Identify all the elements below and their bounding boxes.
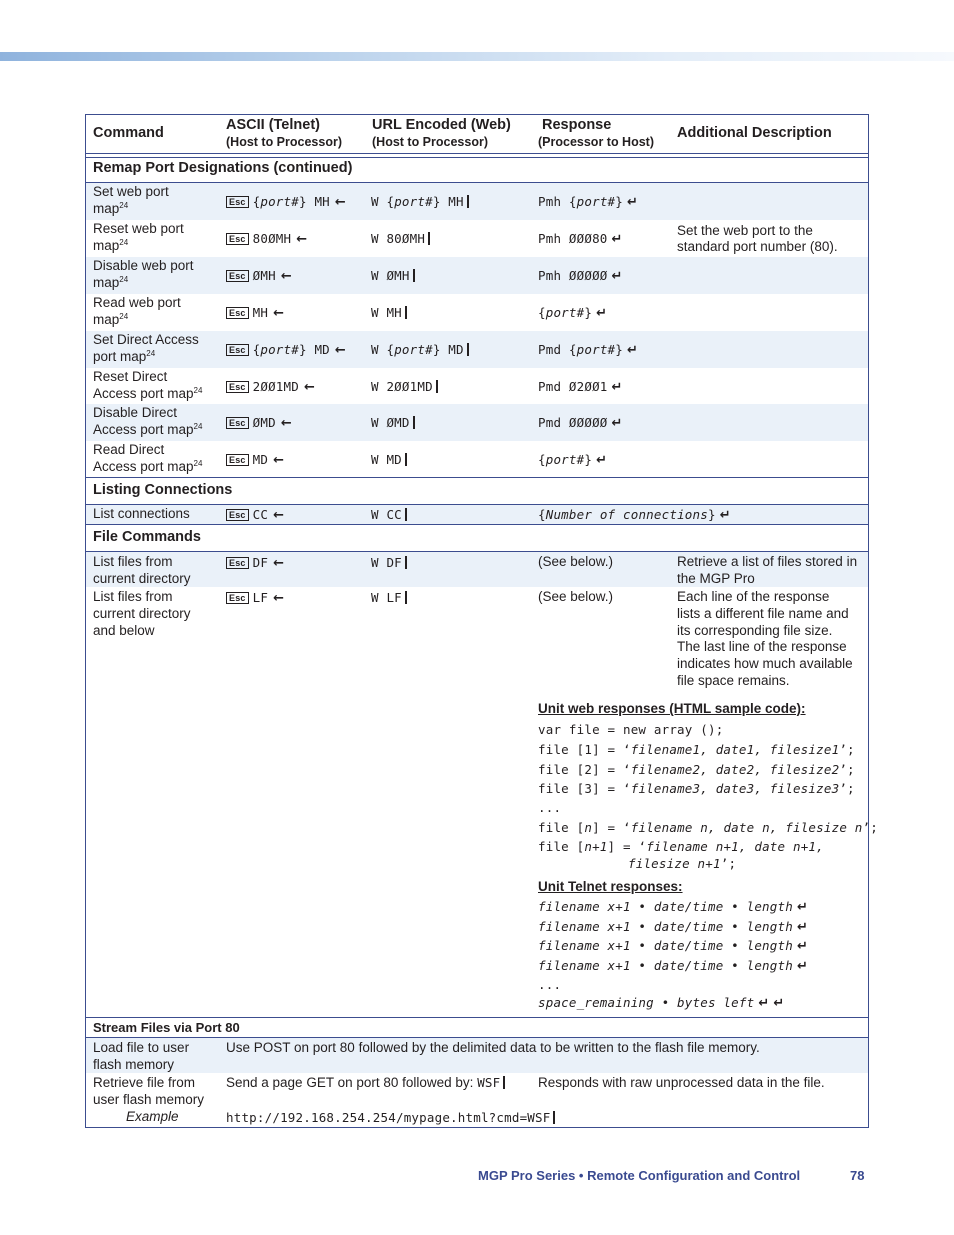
pipe-bar-icon (467, 343, 469, 356)
pipe-bar-icon (405, 306, 407, 319)
return-icon: ↵ (773, 996, 785, 1011)
left-arrow-icon: ← (296, 232, 308, 247)
description-text: lists a different file name and (677, 605, 849, 621)
ascii-command: Esc MD ← (226, 451, 284, 469)
response-value: Pmd ØØØØØ ↵ (538, 415, 623, 431)
pipe-bar-icon (405, 556, 407, 569)
command-label: Reset Direct (93, 369, 168, 384)
esc-key-icon: Esc (226, 270, 249, 282)
url-command: W CC (371, 506, 407, 523)
left-arrow-icon: ← (303, 380, 316, 395)
url-command: W DF (371, 554, 407, 571)
command-label: map$^{24}$ (93, 312, 129, 327)
header-url-sub: (Host to Processor) (372, 135, 488, 149)
return-icon: ↵ (611, 232, 623, 247)
description-text: Set the web port to the (677, 223, 813, 238)
left-arrow-icon: ← (273, 556, 285, 571)
top-gradient-bar (0, 52, 954, 61)
response-value: {port#} ↵ (538, 452, 608, 468)
command-label: Disable Direct (93, 405, 178, 420)
response-value: Pmh {port#} ↵ (538, 194, 639, 210)
command-label: Disable web port (93, 258, 194, 273)
left-arrow-icon: ← (334, 195, 346, 210)
pipe-bar-icon (405, 591, 407, 604)
code-line: file [3] = ‘filename3, date3, filesize3’; (538, 781, 855, 796)
description-text: indicates how much available (677, 656, 853, 672)
response-value: (See below.) (538, 554, 614, 569)
return-icon: ↵ (596, 306, 608, 321)
web-responses-heading: Unit web responses (HTML sample code): (538, 701, 806, 716)
description-text: standard port number (80). (677, 239, 838, 254)
pipe-bar-icon (413, 416, 415, 429)
pipe-bar-icon (413, 269, 415, 282)
command-label: List connections (93, 506, 190, 521)
command-label: List files from (93, 554, 173, 569)
esc-key-icon: Esc (226, 417, 249, 429)
esc-key-icon: Esc (226, 557, 249, 569)
left-arrow-icon: ← (273, 306, 285, 321)
section-divider (86, 477, 868, 478)
row-band (86, 257, 868, 294)
ascii-command: Esc CC ← (226, 506, 284, 524)
command-label: Retrieve file from (93, 1075, 196, 1090)
command-label: Access port map$^{24}$ (93, 459, 203, 474)
return-icon: ↵ (796, 958, 809, 974)
telnet-line: filename x+1 • date/time • length ↵ (538, 918, 809, 935)
return-icon: ↵ (611, 269, 623, 284)
return-icon: ↵ (796, 919, 809, 935)
section-listing: Listing Connections (93, 482, 233, 498)
url-command: W {port#} MD (371, 341, 469, 358)
response-value: Pmd {port#} ↵ (538, 342, 639, 358)
command-label: port map$^{24}$ (93, 349, 156, 364)
left-arrow-icon: ← (273, 508, 285, 523)
example-label: Example (126, 1109, 179, 1124)
row-band (86, 183, 868, 220)
command-label: Read web port (93, 295, 181, 310)
example-code: http://192.168.254.254/mypage.html?cmd=WSF (226, 1109, 555, 1126)
telnet-line: filename x+1 • date/time • length ↵ (538, 957, 809, 974)
command-label: and below (93, 623, 155, 638)
command-label: Set Direct Access (93, 332, 199, 347)
footer-title: MGP Pro Series • Remote Configuration and Control (478, 1168, 801, 1183)
esc-key-icon: Esc (226, 381, 249, 393)
esc-key-icon: Esc (226, 196, 249, 208)
command-label: map$^{24}$ (93, 238, 129, 253)
return-icon: ↵ (627, 195, 639, 210)
command-label: Load file to user (93, 1040, 190, 1055)
command-label: map$^{24}$ (93, 275, 129, 290)
url-command: W MH (371, 304, 407, 321)
header-command: Command (93, 125, 164, 141)
ascii-command: Esc DF ← (226, 554, 284, 572)
code-ellipsis: ... (538, 800, 562, 815)
left-arrow-icon: ← (334, 343, 346, 358)
command-label: Access port map$^{24}$ (93, 422, 203, 437)
description-text: Send a page GET on port 80 followed by: WSF (226, 1074, 505, 1091)
row-band (86, 505, 868, 524)
url-command: W 80ØMH (371, 230, 430, 247)
return-icon: ↵ (796, 939, 809, 954)
command-label: Reset web port (93, 221, 184, 236)
esc-key-icon: Esc (226, 344, 249, 356)
command-label: flash memory (93, 1057, 175, 1072)
return-icon: ↵ (719, 508, 731, 523)
code-line: file [2] = ‘filename2, date2, filesize2’; (538, 761, 855, 777)
header-ascii-sub: (Host to Processor) (226, 135, 342, 149)
response-value: (See below.) (538, 589, 614, 604)
esc-key-icon: Esc (226, 592, 249, 604)
pipe-bar-icon (553, 1111, 555, 1124)
response-value: Pmh ØØØ80 ↵ (538, 231, 623, 247)
url-command: W LF (371, 589, 407, 606)
description-text: the MGP Pro (677, 571, 755, 586)
response-value: Pmd Ø2ØØ1 ↵ (538, 379, 623, 395)
pipe-bar-icon (428, 232, 430, 245)
left-arrow-icon: ← (280, 269, 292, 284)
esc-key-icon: Esc (226, 233, 249, 245)
header-description: Additional Description (677, 125, 832, 141)
code-line: var file = new array (); (538, 722, 724, 737)
ascii-command: Esc {port#} MH ← (226, 193, 346, 211)
row-band (86, 404, 868, 441)
response-value: {Number of connections} ↵ (538, 507, 731, 523)
description-text: Retrieve a list of files stored in (677, 554, 858, 569)
description-text: Each line of the response (677, 589, 830, 604)
telnet-line: filename x+1 • date/time • length ↵ (538, 938, 809, 954)
command-table (85, 114, 878, 1128)
section-divider (86, 524, 868, 525)
ascii-command: Esc LF ← (226, 589, 284, 607)
telnet-line: space_remaining • bytes left ↵ ↵ (538, 995, 785, 1011)
pipe-bar-icon (503, 1076, 505, 1089)
pipe-bar-icon (436, 380, 438, 393)
response-value: {port#} ↵ (538, 305, 608, 321)
description-text: The last line of the response (677, 639, 847, 655)
description-text: file space remains. (677, 673, 790, 688)
return-icon: ↵ (758, 996, 770, 1011)
response-value: Responds with raw unprocessed data in the file. (538, 1075, 825, 1090)
url-command: W {port#} MH (371, 193, 469, 210)
command-label: user flash memory (93, 1092, 205, 1107)
ascii-command: Esc ØMH ← (226, 267, 292, 285)
code-line: file [n+1] = ‘filename n+1, date n+1, (538, 839, 824, 854)
section-stream: Stream Files via Port 80 (93, 1020, 240, 1035)
telnet-responses-heading: Unit Telnet responses: (538, 879, 683, 894)
pipe-bar-icon (467, 195, 469, 208)
header-divider (86, 153, 868, 158)
section-divider (86, 1017, 868, 1018)
row-band (86, 331, 868, 368)
code-line: file [1] = ‘filename1, date1, filesize1’; (538, 742, 855, 757)
description-text: its corresponding file size. (677, 622, 833, 638)
command-label: current directory (93, 606, 191, 621)
command-label: Read Direct (93, 442, 165, 457)
url-command: W 2ØØ1MD (371, 378, 438, 395)
command-label: List files from (93, 589, 173, 604)
ascii-command: Esc 2ØØ1MD ← (226, 378, 315, 396)
telnet-line: filename x+1 • date/time • length ↵ (538, 899, 809, 915)
return-icon: ↵ (611, 380, 623, 395)
header-ascii: ASCII (Telnet) (226, 117, 320, 133)
url-command: W MD (371, 451, 407, 468)
code-line: filesize n+1’; (628, 856, 737, 871)
header-response: Response (542, 117, 612, 133)
ascii-command: Esc 80ØMH ← (226, 230, 307, 248)
esc-key-icon: Esc (226, 454, 249, 466)
url-command: W ØMD (371, 414, 415, 431)
return-icon: ↵ (627, 343, 639, 358)
ascii-command: Esc MH ← (226, 304, 284, 322)
header-url: URL Encoded (Web) (372, 117, 511, 133)
code-ellipsis: ... (538, 977, 562, 992)
pipe-bar-icon (405, 453, 407, 466)
return-icon: ↵ (611, 416, 623, 431)
response-value: Pmh ØØØØØ ↵ (538, 268, 623, 284)
description-text: Use POST on port 80 followed by the delimited data to be written to the flash file memory. (226, 1040, 760, 1055)
left-arrow-icon: ← (280, 416, 292, 431)
section-file: File Commands (93, 529, 201, 545)
code-line: file [n] = ‘filename n, date n, filesize n’; (538, 820, 878, 835)
ascii-command: Esc ØMD ← (226, 414, 292, 432)
command-label: Access port map$^{24}$ (93, 386, 203, 401)
command-label: map$^{24}$ (93, 201, 129, 216)
left-arrow-icon: ← (273, 591, 285, 606)
page-number: 78 (850, 1168, 865, 1183)
command-label: current directory (93, 571, 191, 586)
ascii-command: Esc {port#} MD ← (226, 341, 346, 359)
url-command: W ØMH (371, 267, 415, 284)
section-remap: Remap Port Designations (continued) (93, 160, 353, 176)
pipe-bar-icon (405, 508, 407, 521)
header-response-sub: (Processor to Host) (538, 135, 654, 149)
return-icon: ↵ (796, 900, 809, 915)
command-label: Set web port (93, 184, 169, 199)
esc-key-icon: Esc (226, 307, 249, 319)
esc-key-icon: Esc (226, 509, 249, 521)
return-icon: ↵ (596, 453, 608, 468)
left-arrow-icon: ← (273, 453, 285, 468)
